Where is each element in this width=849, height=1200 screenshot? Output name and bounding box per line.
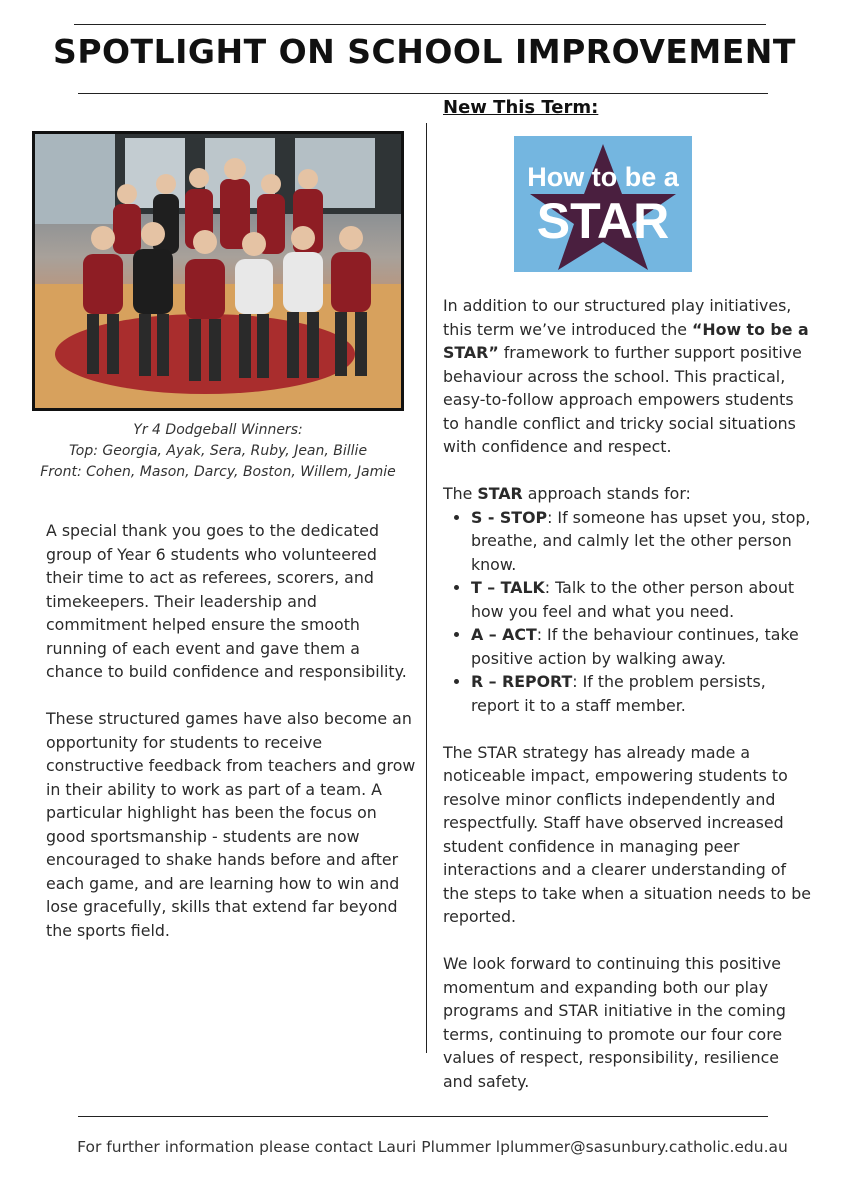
paragraph-sportsmanship: These structured games have also become an opportunity for students to receive constructive feedback from teachers and grow in their ability to work as part of a team. A particular highlight has been the focus on good sportsmanship - students are now encouraged to shake hands before and after each game, and are learning how to win and lose gracefully, skills that extend far beyond the sports field. [46,709,416,940]
closing-paragraph: We look forward to continuing this positive momentum and expanding both our play programs and STAR initiative in the coming terms, continuing to promote our four core values of respect, responsibility, resilience and safety. [443,954,786,1091]
star-text: : If the problem persists, report it to a staff member. [471,672,766,715]
right-column [443,294,813,1117]
column-divider [426,123,427,1053]
star-item-stop [471,506,813,577]
approach-text-start: The [443,484,478,503]
paragraph-volunteers: A special thank you goes to the dedicated group of Year 6 students who volunteered their time to act as referees, scorers, and timekeepers. Their leadership and commitment helped ensure the smooth running of each event and gave them a chance to build confidence and responsibility. [46,521,407,681]
caption-line: Front: Cohen, Mason, Darcy, Boston, Willem, Jamie [40,464,396,480]
star-icon [514,136,692,272]
approach-line [443,482,813,506]
footer-contact: For further information please contact Lauri Plummer lplummer@sasunbury.catholic.edu.au [77,1138,788,1156]
approach-text-end: approach stands for: [522,484,691,503]
approach-star: STAR [477,484,523,503]
caption-line: Top: Georgia, Ayak, Sera, Ruby, Jean, Billie [68,443,368,459]
intro-text-start: In addition to our structured play initiatives, this term we’ve introduced the [443,296,792,339]
star-item-act [471,623,813,670]
star-logo [514,136,692,272]
star-item-report [471,670,813,717]
left-column [46,519,416,966]
intro-text-end: framework to further support positive behaviour across the school. This practical, easy-to-follow approach empowers students to handle conflict and tricky social situations with confidence and respect. [443,343,802,456]
star-list [443,506,813,718]
star-term: S - STOP [471,507,548,527]
footer-rule [78,1116,768,1117]
logo-line-2: STAR [536,193,670,249]
intro-paragraph [443,294,813,459]
impact-paragraph: The STAR strategy has already made a noticeable impact, empowering students to resolve minor conflicts independently and respectfully. Staff have observed increased student confidence in managing peer interactions and a clearer understanding of the steps to take when a situation needs to be reported. [443,742,811,926]
top-rule [74,24,766,25]
caption-line: Yr 4 Dodgeball Winners: [133,422,303,438]
star-term: T – TALK [471,578,545,597]
title-bottom-rule [78,93,768,94]
intro-framework-name: “How to be a STAR” [443,319,809,362]
photo-caption [32,420,404,483]
group-photo [32,131,404,411]
star-text: : Talk to the other person about how you feel and what you need. [471,578,795,621]
star-text: : If someone has upset you, stop, breathe, and calmly let the other person know. [471,507,811,574]
star-item-talk [471,576,813,623]
logo-line-1: How to be a [527,162,679,192]
section-heading: New This Term: [443,97,599,118]
star-term: A – ACT [471,625,537,644]
star-term: R – REPORT [471,672,573,691]
star-text: : If the behaviour continues, take positive action by walking away. [471,625,799,668]
page-title: SPOTLIGHT ON SCHOOL IMPROVEMENT [53,32,796,71]
group-photo-illustration [35,134,401,408]
